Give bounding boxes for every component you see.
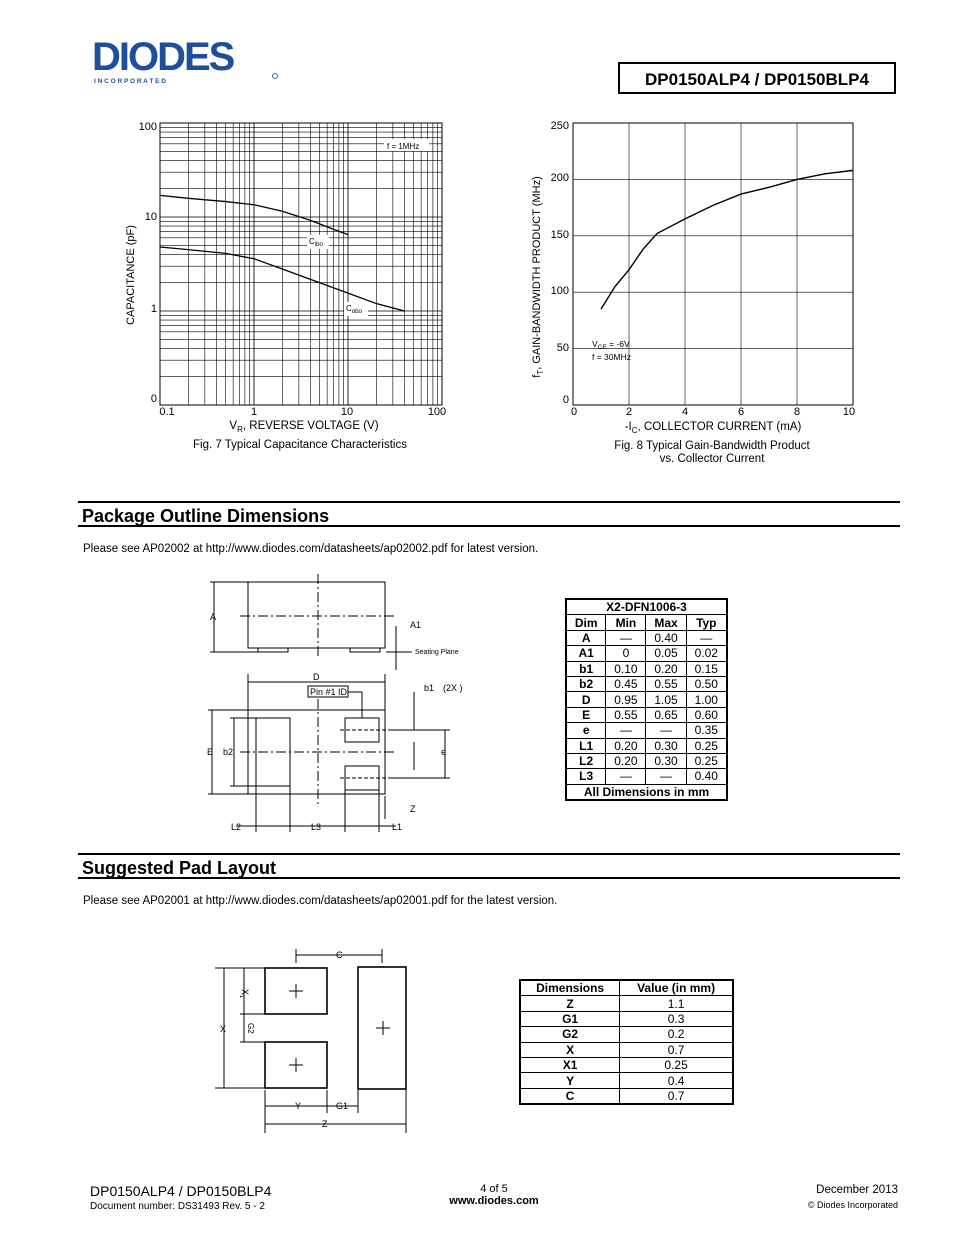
dim-name-cell: G1 (520, 1011, 620, 1026)
dim-value-cell: 0.45 (606, 676, 646, 691)
dim-value-cell: 0.40 (646, 630, 686, 645)
label-G2: G2 (246, 1023, 255, 1034)
dim-value-cell: 0.95 (606, 692, 646, 707)
fig7-ytick: 0 (150, 393, 157, 405)
dim-value-cell: 1.1 (620, 996, 733, 1011)
footer-part: DP0150ALP4 / DP0150BLP4 (90, 1183, 272, 1199)
dim-name-cell: b1 (566, 661, 606, 676)
dim-value-cell: 0.2 (620, 1027, 733, 1042)
ft-series-line (601, 170, 853, 309)
label-C: C (336, 950, 343, 960)
label-D: D (313, 672, 320, 682)
fig7-caption: Fig. 7 Typical Capacitance Characteristics (193, 439, 407, 451)
fig7-ylabel: CAPACITANCE (pF) (125, 225, 137, 325)
fig7-xtick: 1 (250, 406, 258, 418)
dim-value-cell: 0.40 (686, 769, 727, 784)
label-A1: A1 (410, 620, 422, 630)
fig7-ytick: 10 (144, 211, 157, 223)
dim-value-cell: — (606, 769, 646, 784)
dim-name-cell: Z (520, 996, 620, 1011)
label-Y: Y (295, 1101, 302, 1111)
column-header: Dim (566, 615, 606, 630)
table-row (566, 723, 727, 738)
column-header: Typ (686, 615, 727, 630)
table-row (520, 1042, 733, 1057)
fig8-xtick: 8 (793, 406, 801, 418)
label-A: A (210, 612, 217, 622)
fig7-condition: f = 1MHz (387, 142, 420, 151)
table-row (566, 676, 727, 691)
label-L2: L2 (231, 822, 242, 832)
footer-doc-number: Document number: DS31493 Rev. 5 - 2 (90, 1201, 265, 1212)
table-row (566, 630, 727, 645)
label-b2: b2 (223, 747, 234, 757)
dim-value-cell: 0.02 (686, 646, 727, 661)
table-row (520, 1057, 733, 1072)
part-title: DP0150ALP4 / DP0150BLP4 (618, 62, 896, 94)
dim-value-cell: — (646, 769, 686, 784)
fig8-ytick: 50 (556, 342, 569, 354)
dim-name-cell: A1 (566, 646, 606, 661)
dim-value-cell: 0.30 (646, 738, 686, 753)
dim-value-cell: — (646, 723, 686, 738)
dim-value-cell: — (606, 723, 646, 738)
label-Z: Z (410, 804, 416, 814)
table-row (520, 1027, 733, 1042)
dim-name-cell: X (520, 1042, 620, 1057)
dim-value-cell: 0 (606, 646, 646, 661)
dim-value-cell: 0.60 (686, 707, 727, 722)
fig8-condition-f: f = 30MHz (592, 352, 631, 362)
fig7-xtick: 0.1 (159, 406, 175, 418)
fig8-xtick: 2 (625, 406, 633, 418)
dim-name-cell: L2 (566, 753, 606, 768)
dim-value-cell: 0.20 (606, 753, 646, 768)
label-E: E (207, 747, 214, 757)
fig8-xlabel: $-I_C$, COLLECTOR CURRENT (mA) (624, 421, 802, 435)
company-logo (92, 38, 282, 86)
pad-layout-heading: Suggested Pad Layout (78, 853, 900, 879)
dim-value-cell: 0.25 (686, 753, 727, 768)
dim-value-cell: 0.30 (646, 753, 686, 768)
table-row (520, 1011, 733, 1026)
dim-value-cell: 0.15 (686, 661, 727, 676)
dim-value-cell: 0.55 (606, 707, 646, 722)
dim-value-cell: 0.20 (606, 738, 646, 753)
package-table-title: X2-DFN1006-3 (566, 599, 727, 615)
footer-page: 4 of 5 (480, 1183, 508, 1195)
dim-value-cell: — (686, 630, 727, 645)
dim-value-cell: 0.4 (620, 1073, 733, 1088)
footer-page-block (402, 1183, 586, 1207)
dim-value-cell: 1.00 (686, 692, 727, 707)
dim-value-cell: 0.55 (646, 676, 686, 691)
pad-layout-note: Please see AP02001 at http://www.diodes.com/datasheets/ap02001.pdf for the latest version. (83, 895, 558, 907)
pad-dimensions-table (519, 979, 734, 1105)
table-row (566, 646, 727, 661)
column-header: Dimensions (520, 980, 620, 996)
cobo-label: $C_{obo}$ (346, 304, 362, 315)
dim-value-cell: 0.7 (620, 1042, 733, 1057)
table-row (520, 1088, 733, 1104)
dim-name-cell: b2 (566, 676, 606, 691)
package-outline-heading: Package Outline Dimensions (78, 501, 900, 527)
table-row (520, 996, 733, 1011)
table-row (566, 707, 727, 722)
column-header: Value (in mm) (620, 980, 733, 996)
label-b1: b1 (424, 683, 435, 693)
column-header: Max (646, 615, 686, 630)
dim-value-cell: 0.25 (686, 738, 727, 753)
label-L3: L3 (311, 822, 322, 832)
dim-value-cell: 0.3 (620, 1011, 733, 1026)
dim-value-cell: 0.35 (686, 723, 727, 738)
fig8-caption-line2: vs. Collector Current (659, 453, 765, 465)
footer-website-link[interactable]: www.diodes.com (449, 1195, 539, 1207)
fig8-ytick: 250 (550, 120, 569, 132)
dim-name-cell: C (520, 1088, 620, 1104)
label-G1: G1 (336, 1101, 349, 1111)
label-Z-pad: Z (322, 1119, 328, 1129)
dim-name-cell: Y (520, 1073, 620, 1088)
dim-value-cell: 0.10 (606, 661, 646, 676)
table-row (566, 738, 727, 753)
dim-name-cell: A (566, 630, 606, 645)
fig8-xtick: 4 (681, 406, 689, 418)
fig7-ytick: 1 (150, 303, 157, 315)
dim-name-cell: E (566, 707, 606, 722)
logo-subtext: I N C O R P O R A T E D (94, 78, 166, 85)
dim-value-cell: — (606, 630, 646, 645)
label-seating-plane: Seating Plane (415, 649, 459, 656)
table-row (566, 661, 727, 676)
pad-layout-drawing (210, 945, 420, 1135)
label-L1: L1 (392, 822, 403, 832)
dim-value-cell: 0.20 (646, 661, 686, 676)
package-table-footer: All Dimensions in mm (566, 784, 727, 800)
dim-value-cell: 0.25 (620, 1057, 733, 1072)
fig8-caption-line1: Fig. 8 Typical Gain-Bandwidth Product (614, 440, 810, 452)
fig8-gain-bandwidth-chart (520, 115, 880, 470)
dim-name-cell: G2 (520, 1027, 620, 1042)
column-header: Min (606, 615, 646, 630)
table-row (566, 753, 727, 768)
table-row (566, 769, 727, 784)
fig8-xtick: 10 (842, 406, 856, 418)
dim-value-cell: 0.7 (620, 1088, 733, 1104)
footer-date: December 2013 (816, 1184, 898, 1196)
dim-name-cell: L3 (566, 769, 606, 784)
package-outline-note: Please see AP02002 at http://www.diodes.com/datasheets/ap02002.pdf for latest version. (83, 543, 539, 555)
fig7-xtick: 100 (427, 406, 447, 418)
cibo-label: $C_{ibo}$ (309, 237, 323, 248)
label-X1: $X_1$ (238, 989, 250, 999)
fig8-ytick: 200 (550, 172, 569, 184)
footer-copyright: © Diodes Incorporated (807, 1200, 898, 1210)
package-dimensions-table (565, 598, 728, 801)
table-row (566, 692, 727, 707)
fig7-xlabel: $V_R$, REVERSE VOLTAGE (V) (229, 420, 379, 434)
fig8-ytick: 100 (550, 285, 569, 297)
fig8-ytick: 150 (550, 229, 569, 241)
fig8-ytick: 0 (562, 394, 569, 406)
package-outline-drawing (200, 574, 480, 836)
label-e: e (441, 747, 447, 757)
fig8-condition-vce: $V_{CE} = -6V$ (592, 339, 630, 351)
dim-value-cell: 1.05 (646, 692, 686, 707)
fig7-ytick: 100 (138, 121, 157, 133)
label-X: X (220, 1024, 227, 1034)
fig8-xtick: 6 (737, 406, 745, 418)
table-row (520, 1073, 733, 1088)
dim-name-cell: D (566, 692, 606, 707)
fig7-xtick: 10 (340, 406, 354, 418)
dim-value-cell: 0.50 (686, 676, 727, 691)
dim-name-cell: X1 (520, 1057, 620, 1072)
fig7-capacitance-chart (110, 115, 450, 455)
dim-value-cell: 0.05 (646, 646, 686, 661)
logo-text: DIODES (92, 38, 234, 79)
label-b1-count: (2X ) (443, 683, 463, 693)
dim-value-cell: 0.65 (646, 707, 686, 722)
dim-name-cell: L1 (566, 738, 606, 753)
label-pin1: Pin #1 ID (310, 687, 348, 697)
fig8-ylabel: $f_T$, GAIN-BANDWIDTH PRODUCT (MHz) (531, 176, 545, 378)
fig8-xtick: 0 (570, 406, 578, 418)
dim-name-cell: e (566, 723, 606, 738)
